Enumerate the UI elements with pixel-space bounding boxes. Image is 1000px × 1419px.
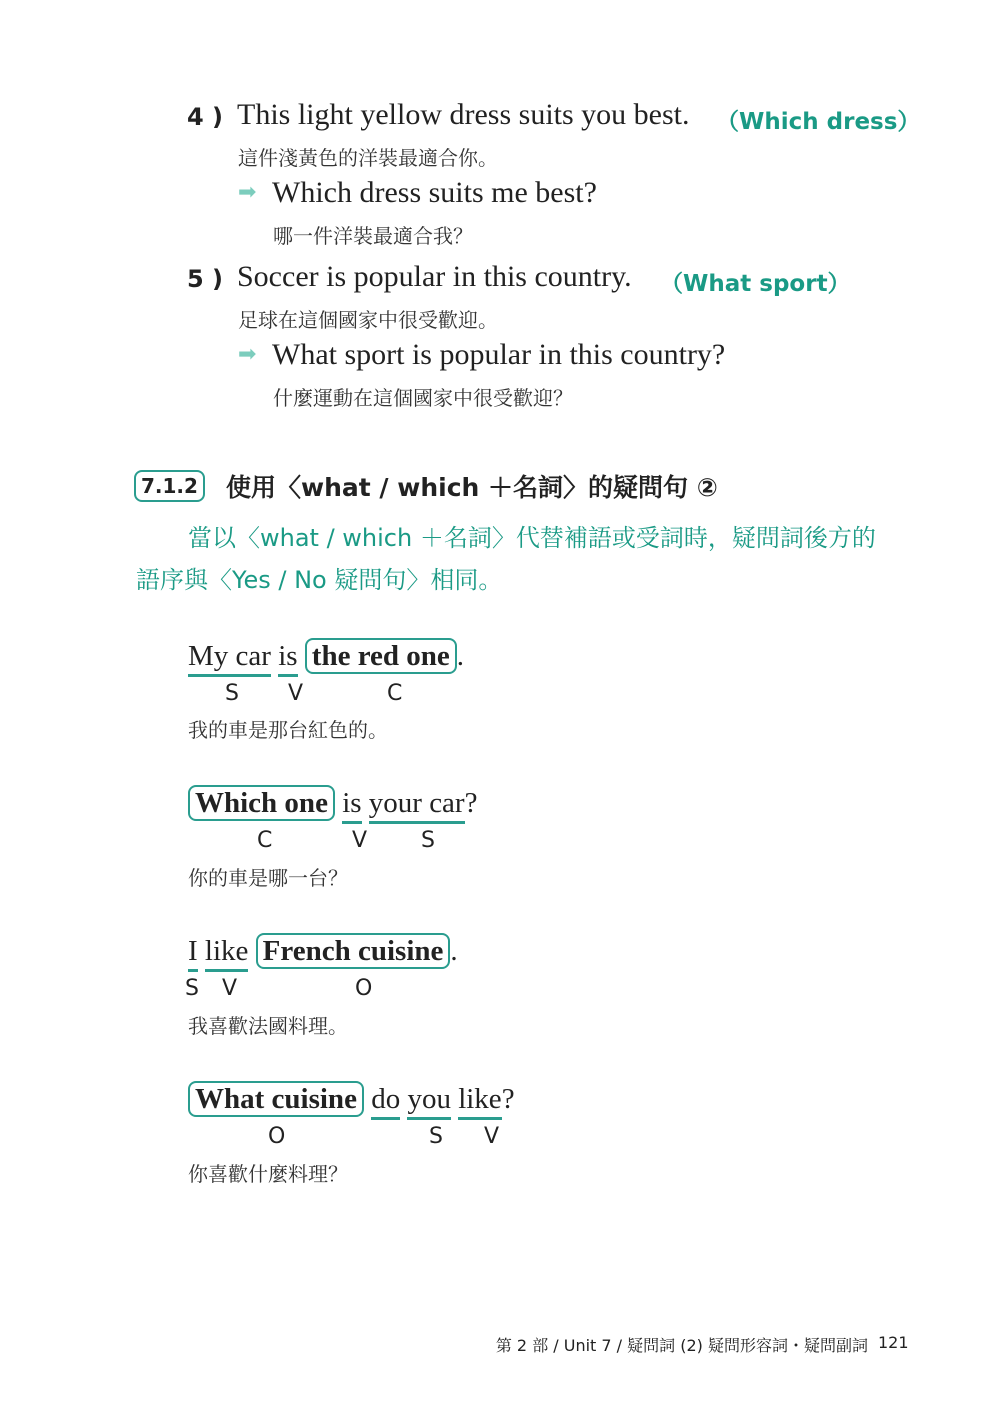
subject: My car [188, 640, 271, 677]
example-4-sentence [188, 1083, 515, 1116]
item-5-answer-translation: 什麼運動在這個國家中很受歡迎？ [273, 386, 573, 410]
example-3-translation: 我喜歡法國料理。 [188, 1014, 348, 1038]
section-intro-line-2: 語序與〈Yes / No 疑問句〉相同。 [136, 566, 503, 594]
example-2-label-s: S [421, 828, 435, 853]
example-1-sentence [188, 640, 464, 673]
item-5-answer: What sport is popular in this country? [272, 338, 726, 371]
example-3-sentence [188, 935, 458, 968]
example-3-label-s: S [185, 976, 199, 1001]
object-box: French cuisine [256, 933, 451, 969]
example-4-label-o: O [268, 1124, 286, 1149]
item-4-number: 4 ) [187, 103, 224, 131]
verb: is [342, 787, 361, 824]
complement-box: the red one [305, 638, 457, 674]
arrow-right-icon: ➡ [238, 180, 257, 205]
section-intro-line-1: 當以〈what / which ＋名詞〉代替補語或受詞時，疑問詞後方的 [188, 524, 876, 552]
example-1-label-c: C [387, 681, 403, 706]
example-1-translation: 我的車是那台紅色的。 [188, 718, 388, 742]
verb: like [458, 1083, 502, 1120]
example-2-label-c: C [257, 828, 273, 853]
item-4-sentence: This light yellow dress suits you best. [237, 98, 690, 131]
page-number: 121 [878, 1333, 909, 1352]
example-2-translation: 你的車是哪一台？ [188, 866, 348, 890]
section-number-badge: 7.1.2 [134, 470, 205, 502]
example-1-label-v: V [288, 681, 304, 706]
example-1-label-s: S [225, 681, 239, 706]
object-box: What cuisine [188, 1081, 364, 1117]
item-4-answer-translation: 哪一件洋裝最適合我？ [273, 224, 473, 248]
punctuation: ? [464, 787, 478, 819]
running-footer: 第 2 部 / Unit 7 / 疑問詞 (2) 疑問形容詞・疑問副詞 [495, 1336, 868, 1355]
subject: you [407, 1083, 451, 1120]
example-4-translation: 你喜歡什麼料理？ [188, 1162, 348, 1186]
item-4-answer: Which dress suits me best? [272, 176, 597, 209]
item-4-cue: （Which dress） [716, 109, 921, 135]
example-3-label-v: V [222, 976, 238, 1001]
item-5-number: 5 ) [187, 265, 224, 293]
section-title: 使用〈what / which ＋名詞〉的疑問句 ② [226, 473, 718, 502]
item-5-cue: （What sport） [660, 271, 851, 297]
example-4-label-s: S [429, 1124, 443, 1149]
punctuation: ? [501, 1083, 515, 1115]
verb: is [278, 640, 297, 677]
item-5-sentence: Soccer is popular in this country. [237, 260, 632, 293]
verb: like [205, 935, 249, 972]
example-2-label-v: V [352, 828, 368, 853]
example-2-sentence [188, 787, 477, 820]
complement-box: Which one [188, 785, 335, 821]
example-4-label-v: V [484, 1124, 500, 1149]
item-4-translation: 這件淺黃色的洋裝最適合你。 [238, 146, 498, 170]
example-3-label-o: O [355, 976, 373, 1001]
arrow-right-icon: ➡ [238, 342, 257, 367]
punctuation: . [456, 640, 465, 672]
subject: your car [369, 787, 465, 824]
item-5-translation: 足球在這個國家中很受歡迎。 [238, 308, 498, 332]
punctuation: . [450, 935, 458, 967]
auxiliary: do [371, 1083, 400, 1120]
subject: I [188, 935, 198, 972]
